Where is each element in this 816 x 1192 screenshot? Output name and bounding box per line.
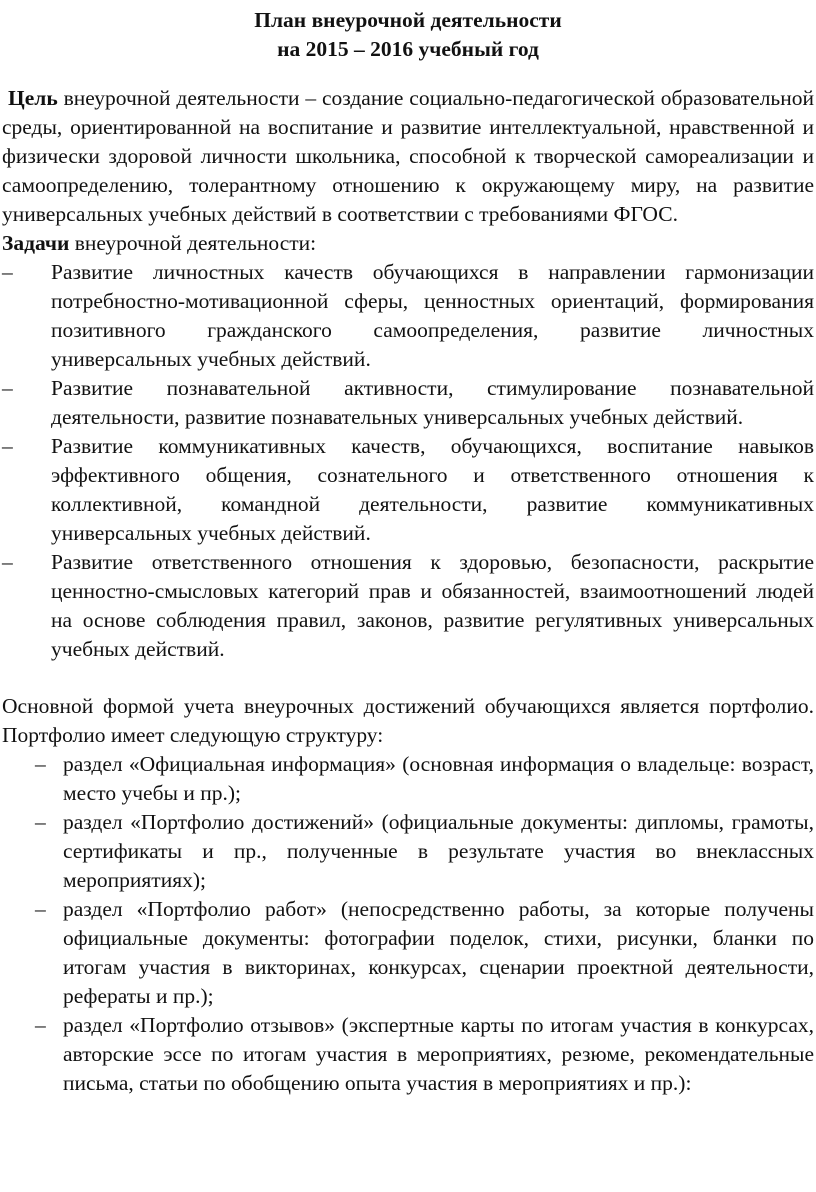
goal-label: Цель [8,86,58,110]
dash-bullet: – [2,550,13,574]
list-item [2,548,814,664]
document-title-line-1: План внеурочной деятельности [254,8,562,32]
portfolio-intro-paragraph: Основной формой учета внеурочных достижений обучающихся является портфолио. Портфолио имеет следующую структуру: [2,694,814,747]
dash-bullet: – [2,260,13,284]
goal-paragraph [2,84,814,229]
tasks-heading-text: внеурочной деятельности: [69,231,317,255]
list-item [2,808,814,895]
portfolio-item-text: раздел «Официальная информация» (основная информация о владельце: возраст, место учебы и пр.); [63,752,814,805]
portfolio-sections-list [2,750,814,1098]
document-title-line-2: на 2015 – 2016 учебный год [277,37,539,61]
task-item-text: Развитие познавательной активности, стимулирование познавательной деятельности, развитие познавательных универсальных учебных действий. [51,376,814,429]
dash-bullet: – [2,376,13,400]
list-item [2,258,814,374]
dash-bullet: – [2,434,13,458]
dash-bullet: – [35,1013,46,1037]
portfolio-item-text: раздел «Портфолио работ» (непосредственно работы, за которые получены официальные документы: фотографии поделок, стихи, рисунки, бланки по итогам участия в викторинах, конкурсах, сценарии проектной деятельности, рефераты и пр.); [63,897,814,1008]
list-item [2,432,814,548]
tasks-label: Задачи [2,231,70,255]
task-item-text: Развитие личностных качеств обучающихся в направлении гармонизации потребностно-мотивационной сферы, ценностных ориентаций, формирования позитивного гражданского самоопределения, развитие личностных универсальных учебных действий. [51,260,814,371]
goal-text: внеурочной деятельности – создание социально-педагогической образовательной среды, ориентированной на воспитание и развитие интеллектуальной, нравственной и физически здоровой личности школьника, способной к творческой самореализации и самоопределению, толерантному отношению к окружающему миру, на развитие универсальных учебных действий в соответствии с требованиями ФГОС. [2,86,814,226]
task-item-text: Развитие коммуникативных качеств, обучающихся, воспитание навыков эффективного общения, сознательного и ответственного отношения к коллективной, командной деятельности, развитие коммуникативных универсальных учебных действий. [51,434,814,545]
list-item [2,1011,814,1098]
tasks-heading [2,229,814,258]
section-gap [2,664,814,692]
dash-bullet: – [35,810,46,834]
list-item [2,374,814,432]
list-item [2,895,814,1011]
portfolio-item-text: раздел «Портфолио отзывов» (экспертные карты по итогам участия в конкурсах, авторские эссе по итогам участия в мероприятиях, резюме, рекомендательные письма, статьи по обобщению опыта участия в мероприятиях и пр.): [63,1013,814,1095]
portfolio-item-text: раздел «Портфолио достижений» (официальные документы: дипломы, грамоты, сертификаты и пр., полученные в результате участия во внеклассных мероприятиях); [63,810,814,892]
tasks-list [2,258,814,664]
task-item-text: Развитие ответственного отношения к здоровью, безопасности, раскрытие ценностно-смысловых категорий прав и обязанностей, взаимоотношений людей на основе соблюдения правил, законов, развитие регулятивных универсальных учебных действий. [51,550,814,661]
list-item [2,750,814,808]
title-spacer [2,64,814,84]
dash-bullet: – [35,897,46,921]
dash-bullet: – [35,752,46,776]
